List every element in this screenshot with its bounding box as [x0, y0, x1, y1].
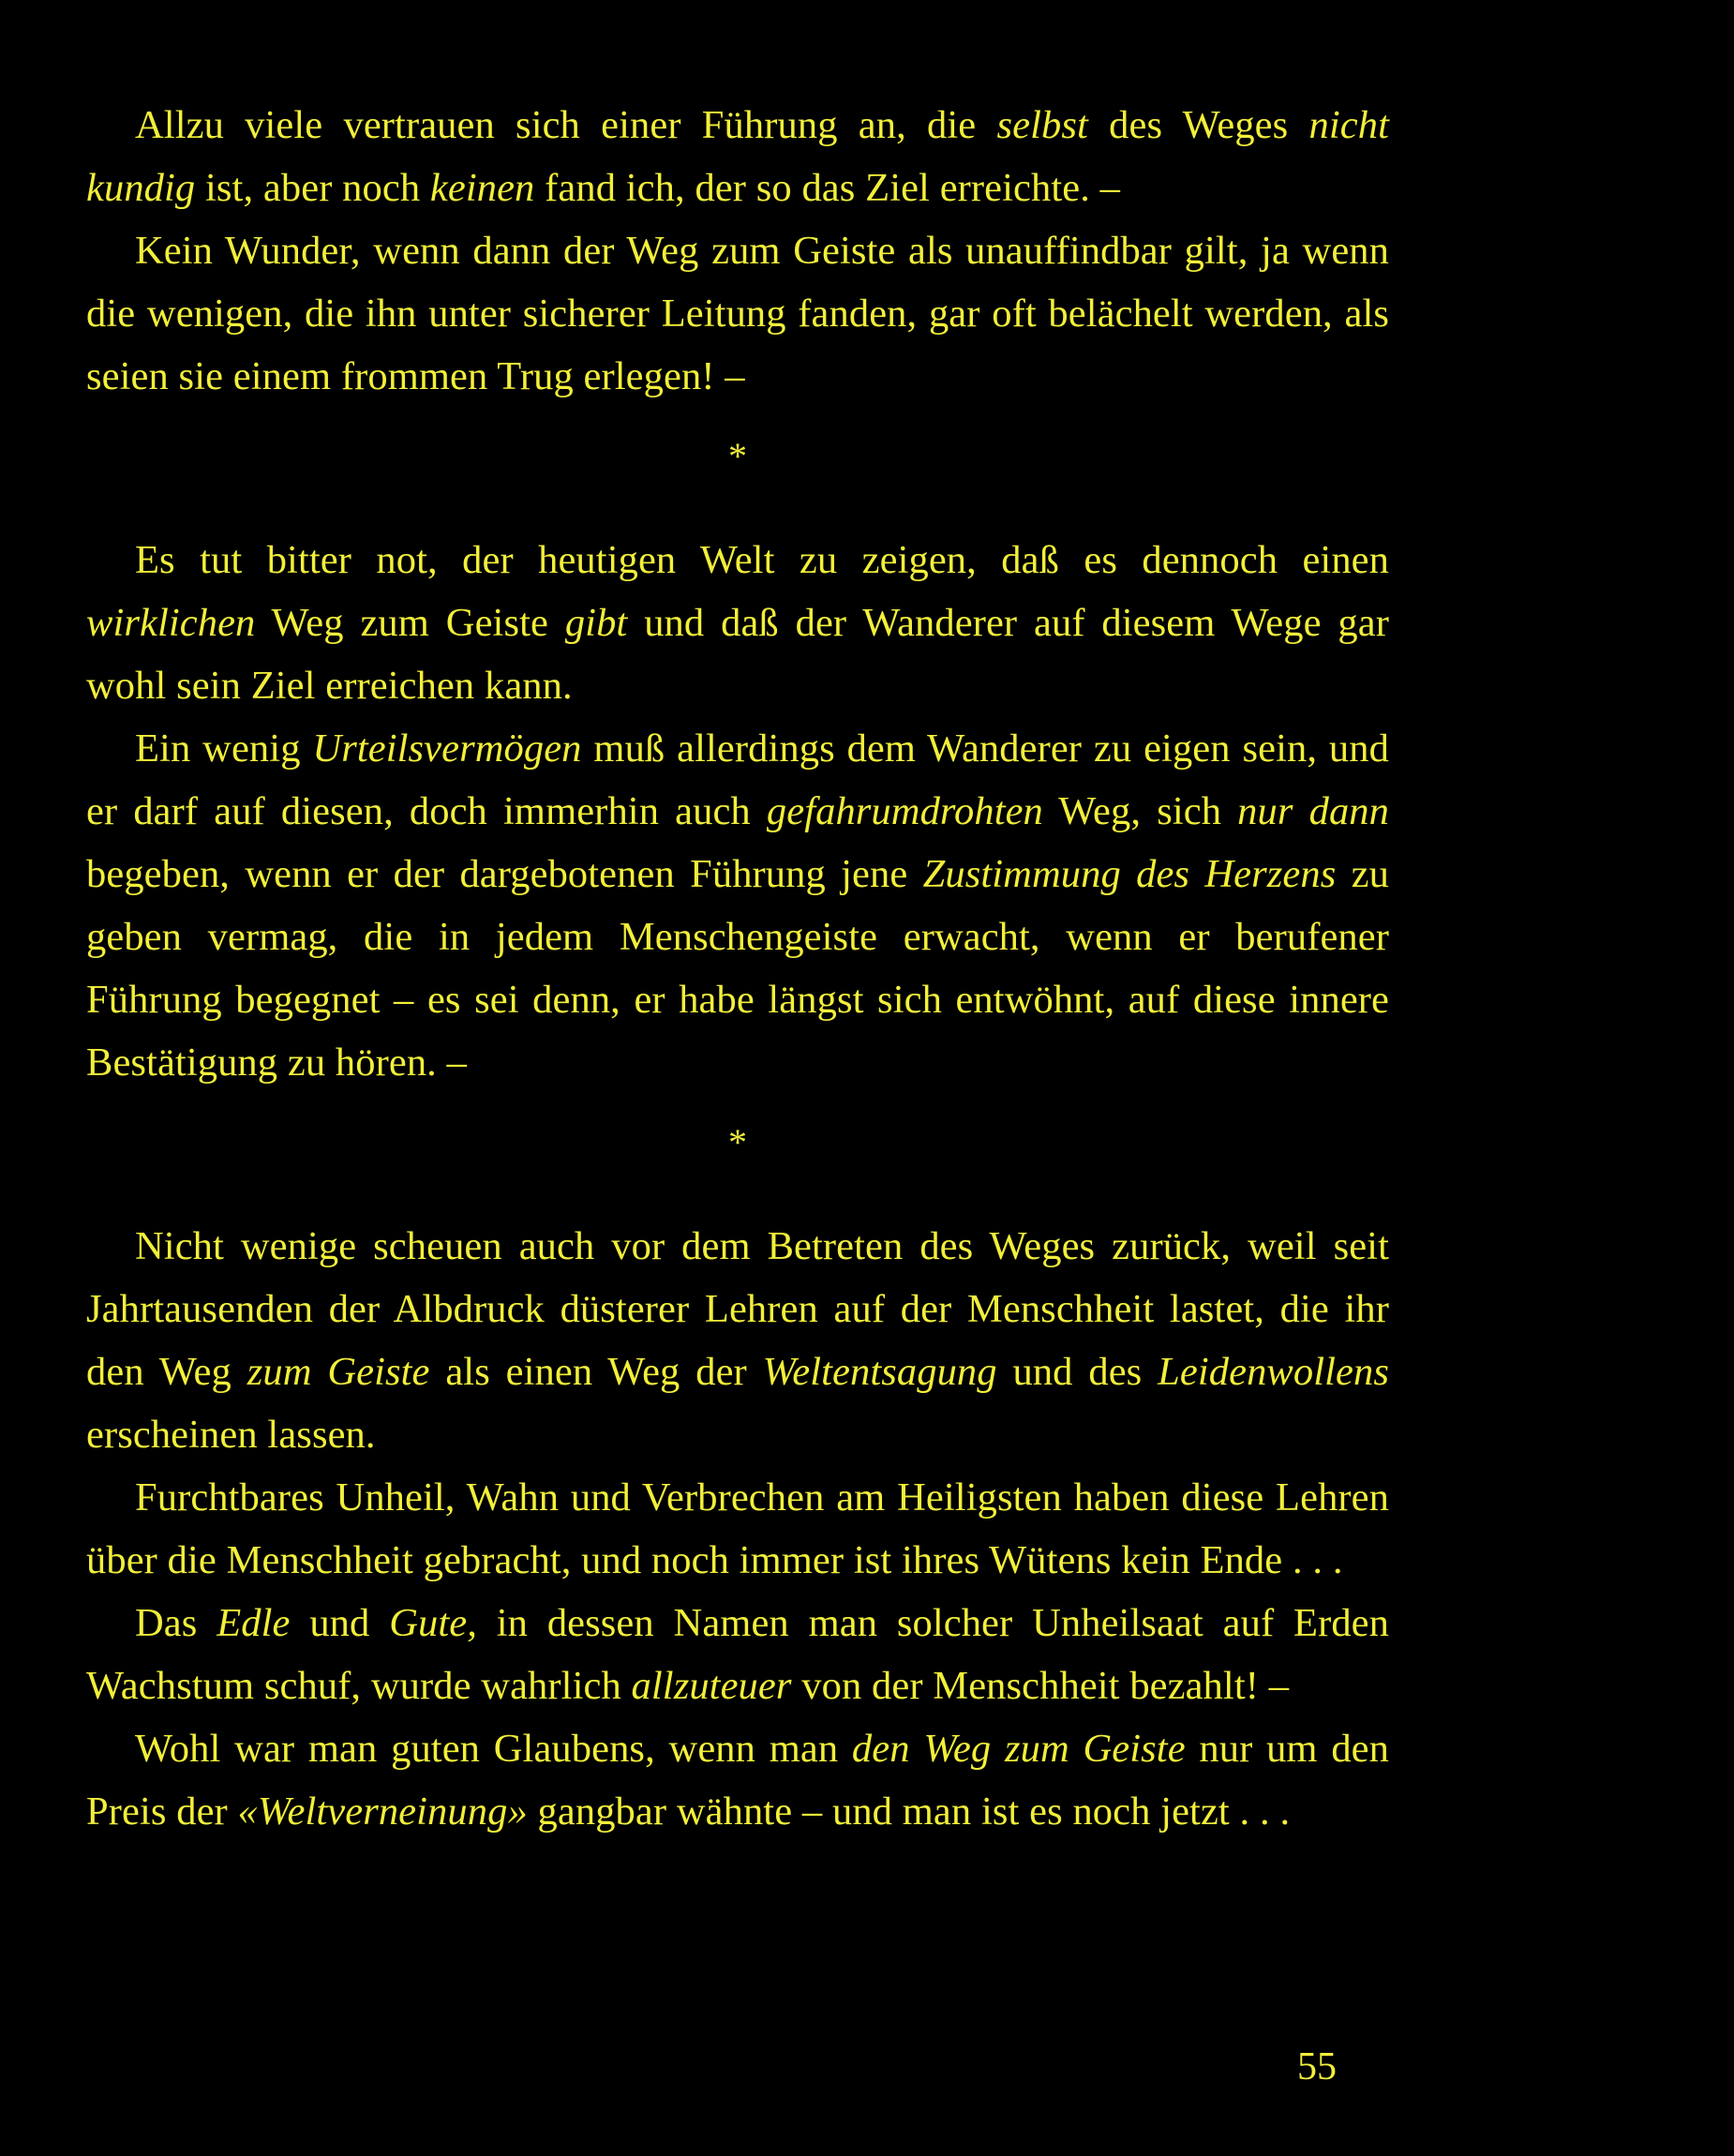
emphasized-text: den Weg zum Geiste [851, 1727, 1186, 1771]
emphasized-text: gibt [564, 601, 628, 645]
paragraph [86, 219, 1389, 408]
text-segment: Nicht wenige scheuen auch vor dem Betreten des Weges zurück, weil seit Jahrtausenden der Albdruck düsterer Lehren auf der Menschheit lastet, die ihr den Weg [86, 1224, 1389, 1394]
emphasized-text: Urteilsvermögen [312, 726, 582, 771]
text-segment: erscheinen lassen. [86, 1413, 376, 1457]
text-segment: Es tut bitter not, der heutigen Welt zu zeigen, daß es dennoch einen [135, 538, 1389, 582]
paragraph [86, 1215, 1389, 1466]
text-segment: Das [135, 1601, 217, 1645]
text-segment: muß allerdings dem Wanderer zu eigen sein, und er darf auf diesen, doch immerhin auch [86, 726, 1389, 833]
text-segment: ist, aber noch [195, 166, 430, 210]
paragraph [86, 1592, 1389, 1717]
text-segment: als einen Weg der [429, 1350, 763, 1394]
emphasized-text: keinen [429, 166, 535, 210]
emphasized-text: «Weltverneinung» [237, 1789, 528, 1834]
text-segment: und [290, 1601, 390, 1645]
emphasized-text: nur dann [1237, 789, 1389, 833]
emphasized-text: Weltentsagung [762, 1350, 997, 1394]
page-body [86, 94, 1389, 1843]
text-segment: gangbar wähnte – und man ist es noch jetzt . . . [527, 1789, 1291, 1834]
section-separator: * [728, 435, 747, 477]
emphasized-text: wirklichen [86, 601, 256, 645]
paragraph [86, 1717, 1389, 1843]
emphasized-text: selbst [996, 103, 1088, 147]
section-separator: * [728, 1121, 747, 1163]
page-number: 55 [1297, 2045, 1337, 2089]
emphasized-text: Edle [217, 1601, 291, 1645]
emphasized-text: gefahrumdrohten [766, 789, 1043, 833]
text-segment: in dessen Namen man solcher Unheilsaat auf Erden Wachstum schuf, wurde wahrlich [86, 1601, 1389, 1708]
text-segment: fand ich, der so das Ziel erreichte. – [534, 166, 1121, 210]
text-segment: zu geben vermag, die in jedem Menschengeiste erwacht, wenn er berufener Führung begegnet – es sei denn, er habe längst sich entwöhnt, auf diese innere Bestätigung zu hören. – [86, 852, 1389, 1085]
paragraph [86, 94, 1389, 219]
text-segment: von der Menschheit bezahlt! – [791, 1664, 1290, 1708]
text-segment: Kein Wunder, wenn dann der Weg zum Geiste als unauffindbar gilt, ja wenn die wenigen, die ihn unter sicherer Leitung fanden, gar oft belächelt werden, als seien sie einem frommen Trug erlegen! – [86, 229, 1389, 398]
text-segment: nur um den Preis der [86, 1727, 1389, 1834]
paragraph [86, 529, 1389, 717]
text-segment: Allzu viele vertrauen sich einer Führung an, die [135, 103, 997, 147]
text-segment: und des [996, 1350, 1158, 1394]
text-segment: Furchtbares Unheil, Wahn und Verbrechen am Heiligsten haben diese Lehren über die Menschheit gebracht, und noch immer ist ihres Wütens kein Ende . . . [86, 1475, 1389, 1582]
emphasized-text: allzuteuer [631, 1664, 792, 1708]
emphasized-text: Gute, [389, 1601, 477, 1645]
text-segment: begeben, wenn er der dargebotenen Führung jene [86, 852, 923, 896]
text-segment: und daß der Wanderer auf diesem Wege gar wohl sein Ziel erreichen kann. [86, 601, 1389, 708]
paragraph [86, 1466, 1389, 1592]
emphasized-text: zum Geiste [247, 1350, 430, 1394]
text-segment: Weg zum Geiste [255, 601, 565, 645]
text-segment: Weg, sich [1042, 789, 1238, 833]
emphasized-text: nicht kundig [86, 103, 1390, 210]
emphasized-text: Zustimmung des Herzens [922, 852, 1337, 896]
text-segment: des Weges [1087, 103, 1309, 147]
emphasized-text: Leidenwollens [1158, 1350, 1389, 1394]
text-segment: Ein wenig [135, 726, 313, 771]
text-segment: Wohl war man guten Glaubens, wenn man [135, 1727, 852, 1771]
paragraph [86, 717, 1389, 1094]
